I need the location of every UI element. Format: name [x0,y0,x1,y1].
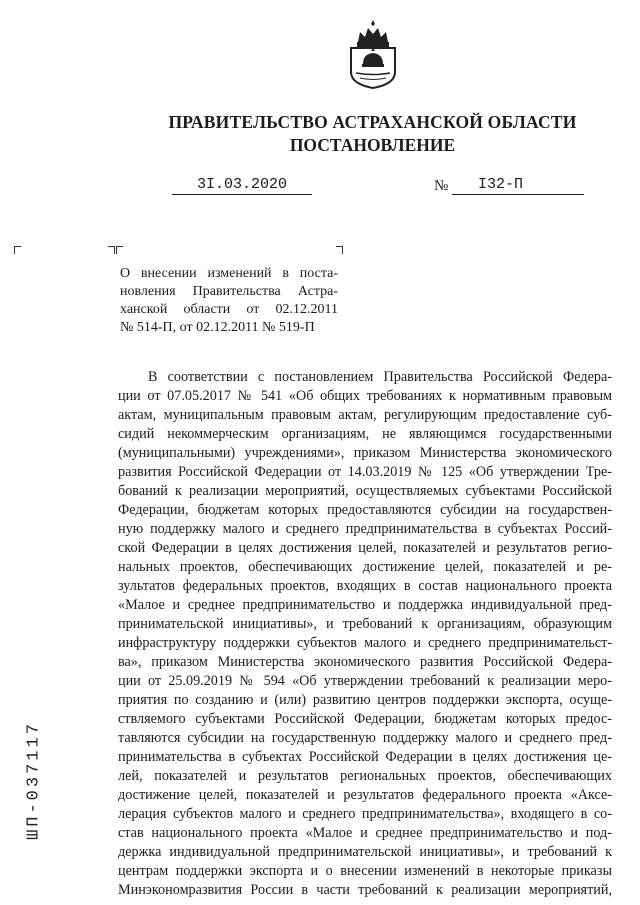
body-line: принимательской инициативы», и требований к организациям, образующим [118,616,612,632]
subject-line: № 514-П, от 02.12.2011 № 519-П [120,320,315,335]
body-line: ствляемого субъектами Российской Федерации, бюджетам которых предос- [118,711,612,727]
body-line: Минэкономразвития России в части требований к реализации мероприятий, [118,882,612,898]
body-line: достижение целей, показателей и результатов федерального проекта «Аксе- [118,787,612,803]
document-number: I32-П [452,176,584,195]
coat-of-arms-icon [346,18,400,90]
corner-mark-subject-start-a [108,246,115,254]
subject-line: новления Правительства Астра- [120,284,338,299]
corner-mark-left [14,246,21,254]
subject-line: ханской области от 02.12.2011 [120,302,338,317]
body-line: став национального проекта «Малое и среднее предпринимательство и под- [118,825,612,841]
serial-number: ШП-037117 [24,721,44,840]
corner-mark-subject-start-b [116,246,123,254]
document-date: 3I.03.2020 [172,176,312,195]
body-line: Федерации, бюджетам которых предоставляются субсидии на государствен- [118,502,612,518]
document-type: ПОСТАНОВЛЕНИЕ [289,135,456,155]
body-line: ской Федерации в целях достижения целей, показателей и результатов регио- [118,540,612,556]
subject-block [120,265,338,337]
serial-stamp [18,705,44,865]
body-line: нальных проектов, обеспечивающих достижение целей, показателей и ре- [118,559,612,575]
body-line: лерация субъектов малого и среднего предпринимательства», входящего в со- [118,806,612,822]
authority-title: ПРАВИТЕЛЬСТВО АСТРАХАНСКОЙ ОБЛАСТИ [168,112,577,132]
corner-mark-subject-end [336,246,343,254]
body-line: тавляются субсидии на государственную поддержку малого и среднего пред- [118,730,612,746]
body-line: ную поддержку малого и среднего предпринимательства в субъектах Россий- [118,521,612,537]
body-line: ва», приказом Министерства экономического развития Российской Федера- [118,654,612,670]
body-line: (муниципальными) учреждениями», приказом Министерства экономического [118,445,612,461]
body-line: инфраструктуру поддержки субъектов малого и среднего предпринимательст- [118,635,612,651]
body-line: держка индивидуальной предпринимательской инициативы», и требований к [118,844,612,860]
body-line: лей, показателей и результатов региональных проектов, обеспечивающих [118,768,612,784]
body-line: В соответствии с постановлением Правительства Российской Федера- [148,369,612,385]
body-line: центрам поддержки экспорта и о внесении изменений в некоторые приказы [118,863,612,879]
body-line: развития Российской Федерации от 14.03.2019 № 125 «Об утверждении Тре- [118,464,612,480]
body-line: бований к реализации мероприятий, осуществляемых субъектами Российской [118,483,612,499]
subject-line: О внесении изменений в поста- [120,266,338,281]
body-text [118,368,612,900]
body-line: приятия по созданию и (или) развитию центров поддержки экспорта, осуще- [118,692,612,708]
body-line: «Малое и среднее предпринимательство и поддержка индивидуальной пред- [118,597,612,613]
body-line: принимательства в субъектах Российской Федерации в целях достижения це- [118,749,612,765]
number-label: № [434,178,449,194]
body-line: актам, муниципальным правовым актам, регулирующим предоставление суб- [118,407,612,423]
body-line: ции от 25.09.2019 № 594 «Об утверждении требований к реализации меро- [118,673,612,689]
body-line: ции от 07.05.2017 № 541 «Об общих требованиях к нормативным правовым [118,388,612,404]
body-line: зультатов федеральных проектов, входящих в состав национального проекта [118,578,612,594]
body-line: сидий некоммерческим организациям, не являющимся государственными [118,426,612,442]
